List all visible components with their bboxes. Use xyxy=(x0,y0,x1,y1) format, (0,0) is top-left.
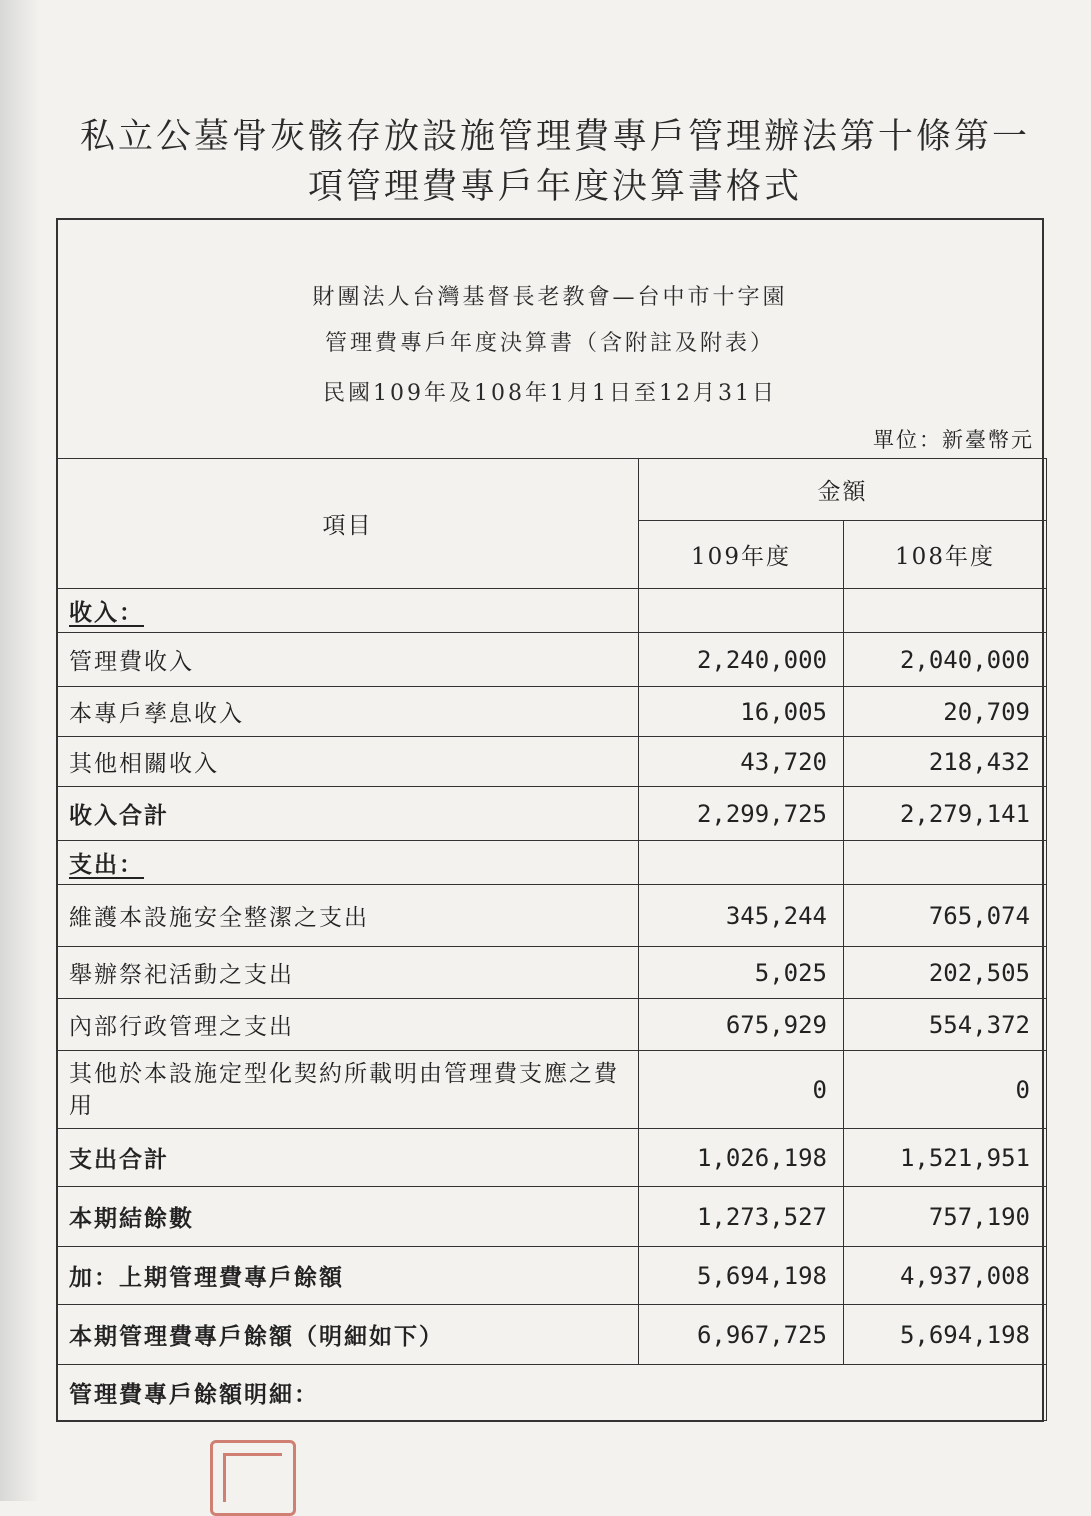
row-label: 本期管理費專戶餘額（明細如下） xyxy=(57,1305,639,1365)
page-edge-shadow xyxy=(0,0,40,1501)
balance-detail-row xyxy=(57,1365,1047,1421)
prior-balance-row xyxy=(57,1247,1047,1305)
table-row xyxy=(57,885,1047,947)
expense-total-row xyxy=(57,1129,1047,1187)
report-name: 管理費專戶年度決算書（含附註及附表） xyxy=(324,331,775,356)
row-label: 內部行政管理之支出 xyxy=(57,999,639,1051)
value-108: 1,521,951 xyxy=(844,1129,1047,1187)
column-header-amount: 金額 xyxy=(639,459,1047,521)
value-109: 0 xyxy=(639,1051,844,1129)
statement-table xyxy=(56,458,1047,1421)
value-109: 6,967,725 xyxy=(639,1305,844,1365)
statement-frame xyxy=(56,218,1044,1422)
value-109: 1,273,527 xyxy=(639,1187,844,1247)
table-row xyxy=(57,687,1047,737)
statement-header xyxy=(58,220,1042,458)
column-header-109: 109年度 xyxy=(639,521,844,589)
value-108: 0 xyxy=(844,1051,1047,1129)
report-period: 民國109年及108年1月1日至12月31日 xyxy=(323,381,777,406)
surplus-row xyxy=(57,1187,1047,1247)
value-108: 2,040,000 xyxy=(844,633,1047,687)
balance-detail-header: 管理費專戶餘額明細： xyxy=(57,1365,1047,1421)
row-label: 加：上期管理費專戶餘額 xyxy=(57,1247,639,1305)
row-label: 維護本設施安全整潔之支出 xyxy=(57,885,639,947)
column-header-item: 項目 xyxy=(57,459,639,589)
value-108: 5,694,198 xyxy=(844,1305,1047,1365)
row-label: 其他於本設施定型化契約所載明由管理費支應之費用 xyxy=(57,1051,639,1129)
row-label: 支出合計 xyxy=(57,1129,639,1187)
title-line-2: 項管理費專戶年度決算書格式 xyxy=(307,167,802,207)
value-108: 20,709 xyxy=(844,687,1047,737)
row-label: 舉辦祭祀活動之支出 xyxy=(57,947,639,999)
value-108: 4,937,008 xyxy=(844,1247,1047,1305)
row-label: 收入合計 xyxy=(57,787,639,841)
title-line-1: 私立公墓骨灰骸存放設施管理費專戶管理辦法第十條第一 xyxy=(79,117,1030,157)
table-row xyxy=(57,999,1047,1051)
value-108: 757,190 xyxy=(844,1187,1047,1247)
value-109: 43,720 xyxy=(639,737,844,787)
expense-section-header: 支出： xyxy=(57,841,639,885)
red-seal-stamp xyxy=(210,1440,296,1516)
value-109: 675,929 xyxy=(639,999,844,1051)
value-108: 554,372 xyxy=(844,999,1047,1051)
current-balance-row xyxy=(57,1305,1047,1365)
currency-unit: 單位：新臺幣元 xyxy=(873,428,1034,452)
income-total-row xyxy=(57,787,1047,841)
value-108: 218,432 xyxy=(844,737,1047,787)
table-row xyxy=(57,1051,1047,1129)
organization-name: 財團法人台灣基督長老教會—台中市十字園 xyxy=(312,285,788,310)
value-108: 765,074 xyxy=(844,885,1047,947)
value-109: 2,240,000 xyxy=(639,633,844,687)
value-109: 5,694,198 xyxy=(639,1247,844,1305)
table-row xyxy=(57,947,1047,999)
value-109: 345,244 xyxy=(639,885,844,947)
row-label: 其他相關收入 xyxy=(57,737,639,787)
column-header-108: 108年度 xyxy=(844,521,1047,589)
value-108: 202,505 xyxy=(844,947,1047,999)
value-109: 16,005 xyxy=(639,687,844,737)
income-section-header: 收入： xyxy=(57,589,639,633)
table-row xyxy=(57,633,1047,687)
value-109: 5,025 xyxy=(639,947,844,999)
value-108: 2,279,141 xyxy=(844,787,1047,841)
row-label: 本期結餘數 xyxy=(57,1187,639,1247)
table-row xyxy=(57,737,1047,787)
document-title xyxy=(60,112,1050,212)
value-109: 2,299,725 xyxy=(639,787,844,841)
row-label: 管理費收入 xyxy=(57,633,639,687)
row-label: 本專戶孳息收入 xyxy=(57,687,639,737)
value-109: 1,026,198 xyxy=(639,1129,844,1187)
